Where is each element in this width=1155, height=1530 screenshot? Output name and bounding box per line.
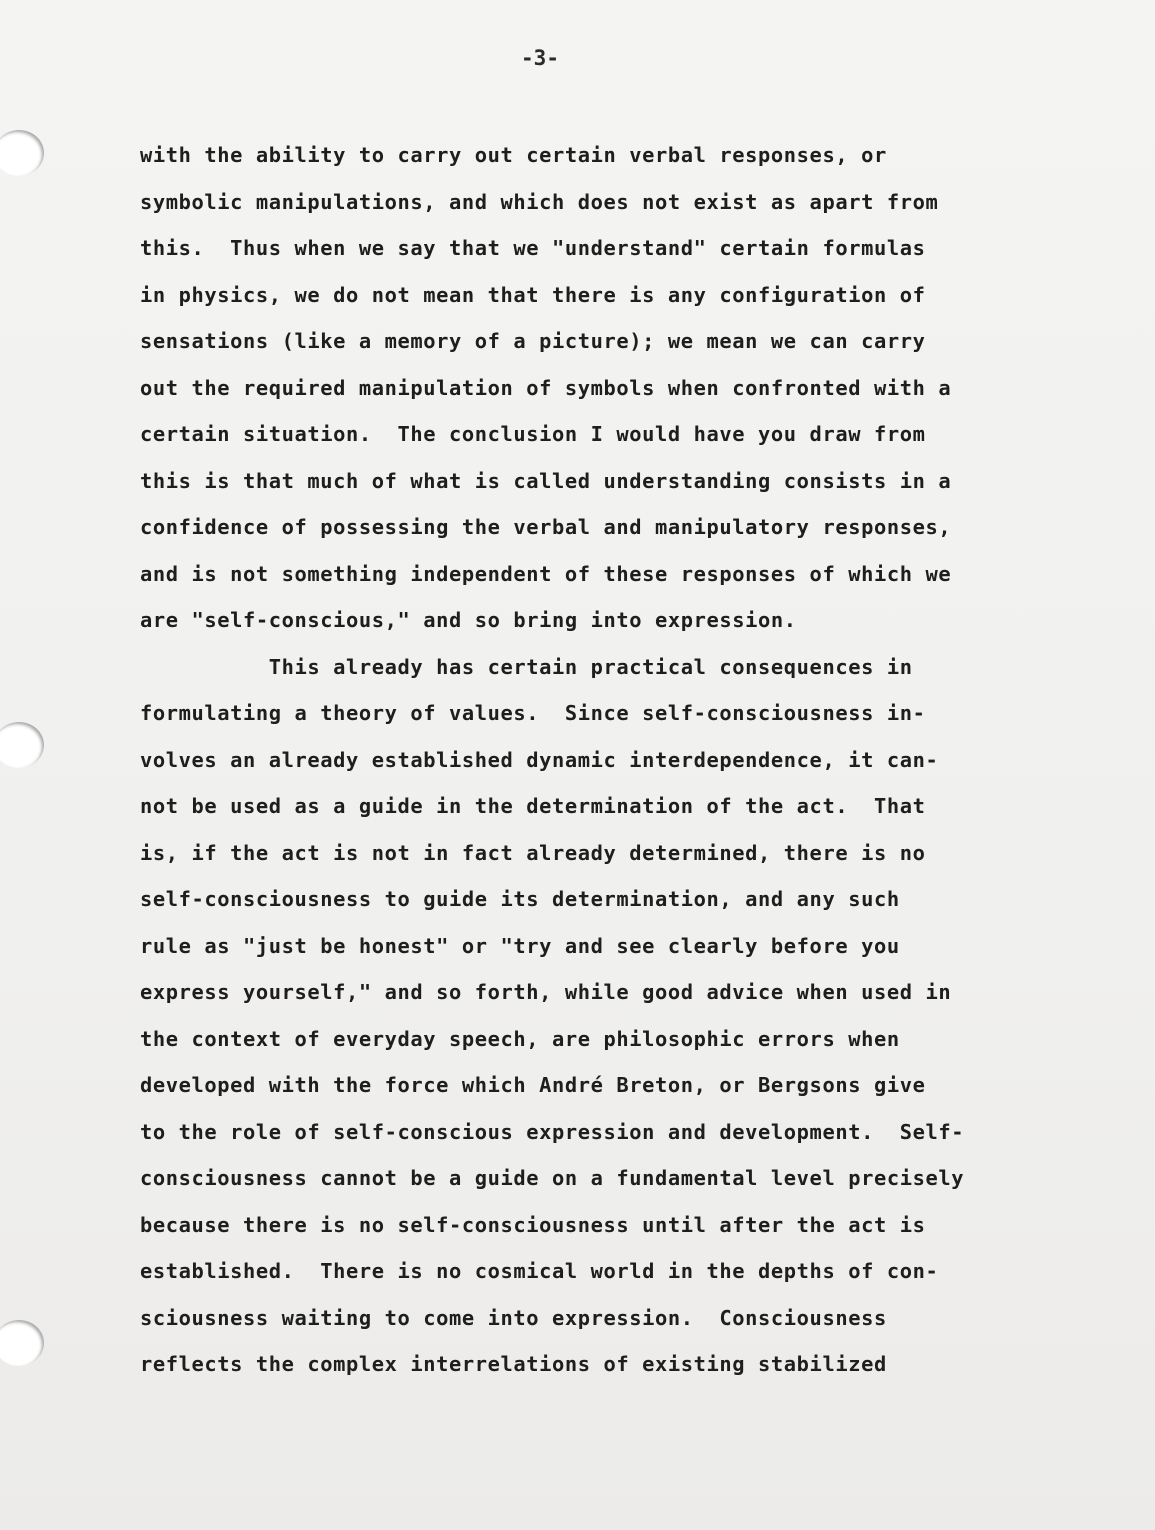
text-line: express yourself," and so forth, while good advice when used in bbox=[140, 980, 952, 1004]
text-line: in physics, we do not mean that there is any configuration of bbox=[140, 282, 926, 307]
body-text bbox=[140, 132, 1100, 1434]
text-line bbox=[140, 1388, 1100, 1435]
text-line: volves an already established dynamic interdependence, it can- bbox=[140, 747, 939, 772]
text-line: out the required manipulation of symbols when confronted with a bbox=[140, 375, 952, 400]
text-line: consciousness cannot be a guide on a fundamental level precisely bbox=[140, 1166, 965, 1190]
paragraph-2 bbox=[140, 644, 1100, 1435]
text-line: established. There is no cosmical world in the depths of con- bbox=[140, 1259, 939, 1283]
text-line: because there is no self-consciousness until after the act is bbox=[140, 1212, 926, 1237]
punch-hole-top bbox=[0, 130, 44, 176]
punch-hole-middle bbox=[0, 722, 44, 768]
text-line: this. Thus when we say that we "understand" certain formulas bbox=[140, 236, 926, 260]
text-line: sciousness waiting to come into expression. Consciousness bbox=[140, 1305, 887, 1330]
text-line: is, if the act is not in fact already determined, there is no bbox=[140, 840, 926, 865]
text-line: formulating a theory of values. Since self-consciousness in- bbox=[140, 701, 926, 725]
text-line: sensations (like a memory of a picture); we mean we can carry bbox=[140, 329, 926, 353]
text-line: to the role of self-conscious expression and development. Self- bbox=[140, 1119, 965, 1144]
text-line: self-consciousness to guide its determination, and any such bbox=[140, 887, 900, 911]
text-line: rule as "just be honest" or "try and see clearly before you bbox=[140, 933, 900, 958]
paragraph-1 bbox=[140, 132, 1100, 644]
text-line: and is not something independent of these responses of which we bbox=[140, 561, 952, 586]
punch-hole-bottom bbox=[0, 1320, 44, 1366]
text-line: are "self-conscious," and so bring into expression. bbox=[140, 608, 797, 632]
text-line: developed with the force which André Breton, or Bergsons give bbox=[140, 1073, 926, 1097]
text-line: not be used as a guide in the determination of the act. That bbox=[140, 794, 926, 818]
text-line: reflects the complex interrelations of existing stabilized bbox=[140, 1352, 887, 1376]
text-line: this is that much of what is called understanding consists in a bbox=[140, 468, 952, 493]
text-line: the context of everyday speech, are philosophic errors when bbox=[140, 1026, 900, 1051]
text-line: certain situation. The conclusion I would have you draw from bbox=[140, 422, 926, 446]
text-line: with the ability to carry out certain verbal responses, or bbox=[140, 143, 887, 167]
text-line: symbolic manipulations, and which does not exist as apart from bbox=[140, 189, 939, 214]
page-number: -3- bbox=[521, 46, 559, 70]
text-line: confidence of possessing the verbal and manipulatory responses, bbox=[140, 515, 952, 539]
text-line: This already has certain practical consequences in bbox=[140, 654, 913, 679]
